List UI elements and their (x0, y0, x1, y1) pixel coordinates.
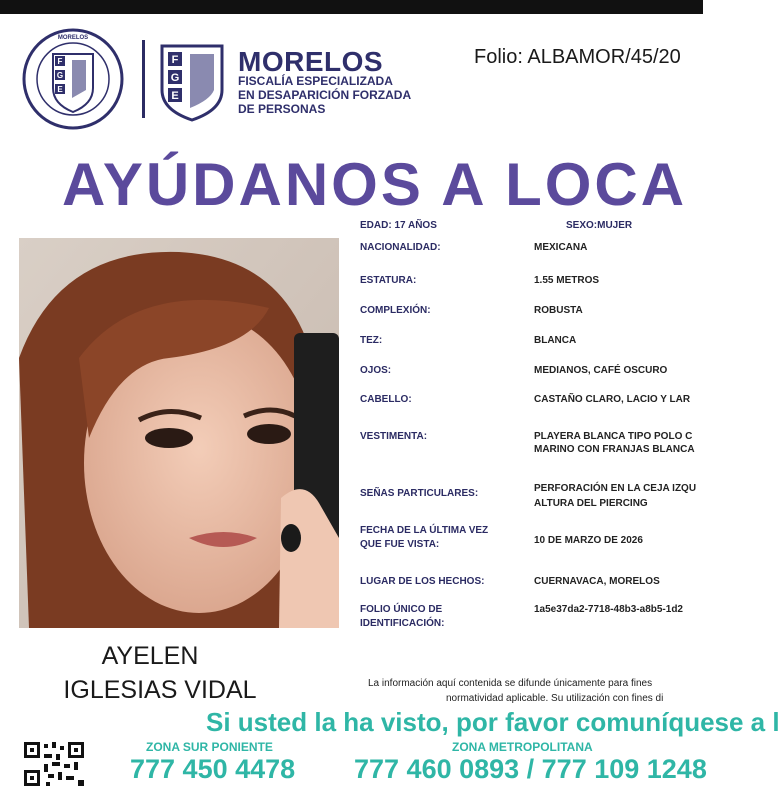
nationality-value: MEXICANA (534, 242, 588, 253)
marks-value-cont: ALTURA DEL PIERCING (534, 498, 648, 509)
clothing-label: VESTIMENTA: (360, 431, 428, 442)
fge-shield-logo (160, 44, 224, 122)
height-label: ESTATURA: (360, 275, 417, 286)
id-label-cont: IDENTIFICACIÓN: (360, 618, 445, 629)
agency-name (238, 74, 458, 116)
agency-line-1: FISCALÍA ESPECIALIZADA (238, 74, 393, 88)
headline: AYÚDANOS A LOCA (62, 151, 688, 218)
folio-number: Folio: ALBAMOR/45/20 (474, 46, 681, 68)
person-first-name: AYELEN (101, 642, 199, 670)
agency-line-2: EN DESAPARICIÓN FORZADA (238, 88, 412, 102)
fge-seal-logo (22, 28, 124, 130)
height-value: 1.55 METROS (534, 275, 600, 286)
age-field: EDAD: 17 AÑOS (360, 220, 437, 231)
complexion-label: TEZ: (360, 335, 383, 346)
last-seen-label-cont: QUE FUE VISTA: (360, 539, 440, 550)
build-label: COMPLEXIÓN: (360, 305, 431, 316)
complexion-value: BLANCA (534, 335, 577, 346)
marks-label: SEÑAS PARTICULARES: (360, 488, 479, 499)
disclaimer-line-1: La información aquí contenida se difunde únicamente para fines (368, 678, 653, 689)
qr-code[interactable] (22, 740, 86, 788)
clothing-value-cont: MARINO CON FRANJAS BLANCA (534, 444, 695, 455)
shield-letter-e: E (171, 90, 179, 102)
phone-sur-poniente[interactable]: 777 450 4478 (130, 754, 296, 784)
call-to-action: Si usted la ha visto, por favor comuníquese a l (206, 707, 780, 737)
person-last-name: IGLESIAS VIDAL (63, 676, 257, 704)
location-value: CUERNAVACA, MORELOS (534, 576, 660, 587)
last-seen-label: FECHA DE LA ÚLTIMA VEZ (360, 525, 489, 536)
disclaimer-line-2: normatividad aplicable. Su utilización con fines di (446, 693, 664, 704)
seal-letter-e: E (57, 85, 63, 94)
id-value: 1a5e37da2-7718-48b3-a8b5-1d2 (534, 604, 683, 615)
sex-field: SEXO:MUJER (566, 220, 633, 231)
missing-person-photo (19, 238, 339, 628)
agency-line-3: DE PERSONAS (238, 102, 326, 116)
hair-value: CASTAÑO CLARO, LACIO Y LAR (534, 394, 691, 405)
zone-sur-poniente-label: ZONA SUR PONIENTE (146, 740, 273, 754)
marks-value: PERFORACIÓN EN LA CEJA IZQU (534, 483, 697, 494)
eyes-value: MEDIANOS, CAFÉ OSCURO (534, 365, 668, 376)
last-seen-value: 10 DE MARZO DE 2026 (534, 535, 643, 546)
hair-label: CABELLO: (360, 394, 412, 405)
build-value: ROBUSTA (534, 305, 583, 316)
seal-letter-g: G (56, 71, 64, 80)
zone-metropolitana-label: ZONA METROPOLITANA (452, 740, 593, 754)
header-divider (142, 40, 145, 118)
nationality-label: NACIONALIDAD: (360, 242, 441, 253)
shield-letter-f: F (171, 54, 179, 66)
seal-letter-f: F (57, 57, 63, 66)
clothing-value: PLAYERA BLANCA TIPO POLO C (534, 431, 693, 442)
location-label: LUGAR DE LOS HECHOS: (360, 576, 485, 587)
disclaimer (368, 676, 663, 706)
top-border (0, 0, 703, 14)
svg-text:MORELOS: MORELOS (57, 35, 89, 41)
id-label: FOLIO ÚNICO DE (360, 604, 443, 615)
brand-title: MORELOS (238, 46, 384, 77)
shield-letter-g: G (170, 72, 180, 84)
phone-metropolitana[interactable]: 777 460 0893 / 777 109 1248 (354, 754, 707, 784)
eyes-label: OJOS: (360, 365, 392, 376)
